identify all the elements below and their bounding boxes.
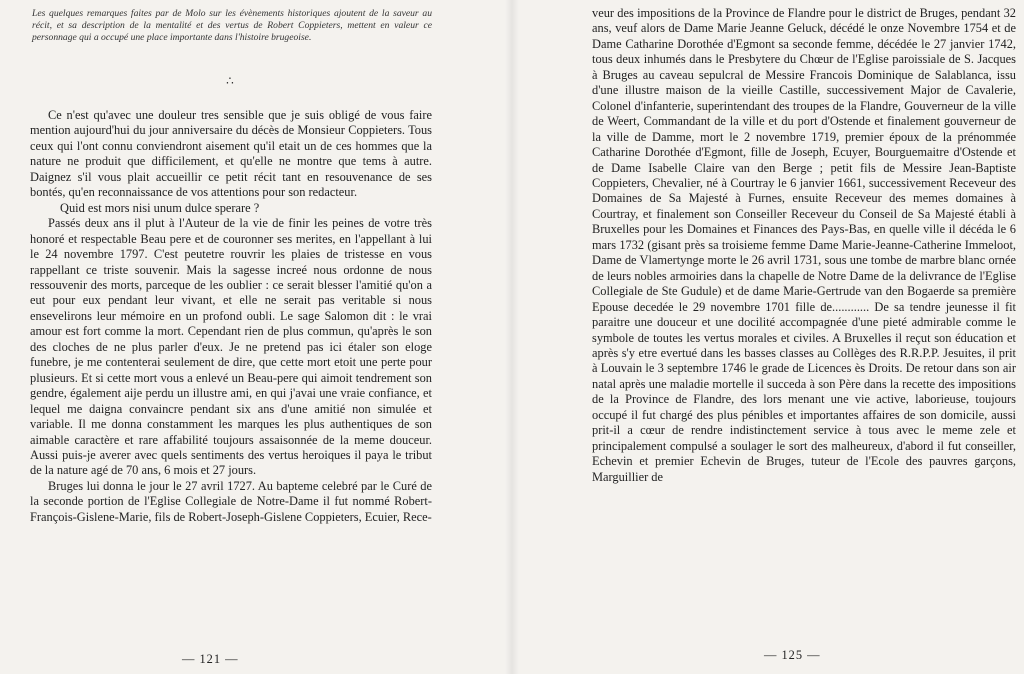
paragraph: Passés deux ans il plut à l'Auteur de la vie de finir les peines de votre très honoré et respectable Beau pere et de couronner ses merites, en l'appellant à lui le 24 novembre 1797. C'est peutetre rouvrir les plaies de tristesse en vous rappellant ce triste souvenir. Mais la sagesse increé nous ordonne de nous ressouvenir des morts, parceque de les oublier : ce serait blesser l'amitié qu'on a eut pour eux pendant leur vivant, et elle ne serait pas veritable si nous ensevelirons leur mémoire en un profond oubli. Le sage Salomon dit : le vrai amour est fort comme la mort. Cependant rien de plus commun, qu'après le son des cloches de ne plus parler d'eux. Je ne pretend pas ici étaler son eloge funebre, je me contenterai seulement de dire, que cette mort etoit une perte pour plusieurs. Et si cette mort vous a enlevé un Beau-pere qui aimoit tendrement son gendre, également aije perdu un illustre ami, en qui j'avai une vraie confiance, et lequel me daigna convaincre pendant six ans d'une amitié non simulée et variable. Il me donna constamment les marques les plus authentiques de son aimable caractère et rare affabilité toujours assaisonnée de la meme douceur. Aussi puis-je averer avec quels sentiments des vertus heroiques il paya le tribut de la nature agé de 70 ans, 6 mois et 27 jours. xyxy=(30,216,432,478)
latin-quote: Quid est mors nisi unum dulce sperare ? xyxy=(60,200,260,215)
right-body-text xyxy=(592,6,1016,485)
paragraph: veur des impositions de la Province de Flandre pour le district de Bruges, pendant 32 ans, veuf alors de Dame Marie Jeanne Geluck, décédé le onze Novembre 1754 et de Dame Catharine Dorothée d'Egmont sa seconde femme, décédée le 27 janvier 1742, tous deux inhumés dans le Presbytere du Chœur de l'Eglise paroissiale de S. Jacques à Bruges au caveau sepulcral de Messire Francois Dominique de Salablanca, issu d'une illustre maison de la vieille Castille, successivement Major de Cavalerie, Colonel d'infanterie, superintendant des troupes de la Flandre, Gouverneur de la ville de Weert, Commandant de la ville et du port d'Ostende et finalement gouverneur de la ville de Damme, mort le 2 novembre 1719, premier époux de la prénommée Catharine Dorothée d'Egmont, fille de Joseph, Ecuyer, Bourguemaitre d'Ostende et de Dame Isabelle Claire van den Berge ; petit fils de Messire Jean-Baptiste Coppieters, Chevalier, né à Courtray le 6 janvier 1661, successivement Receveur des Domaines de Sa Majesté à Furnes, ensuite Receveur des memes domaines à Courtray, et finalement son Conseiller Receveur du Conseil de Sa Majesté établi à Bruxelles pour les Domaines et Finances des Pays-Bas, en quelle ville il décéda le 6 mars 1732 (gisant près sa troisieme femme Dame Marie-Jeanne-Catherine Immeloot, Dame de Vlamertynge morte le 26 avril 1731, sous une tombe de marbre blanc ornée de leurs nobles armoiries dans la chapelle de Notre Dame de la delivrance de l'Eglise Collegiale de Ste Gudule) et de dame Marie-Gertrude van den Bogaerde sa première Epouse decedée le 29 novembre 1701 fille de............ De sa tendre jeunesse il fit paraitre une douceur et une docilité accompagnée d'une pieté admirable comme le symbole de toutes les vertus morales et civiles. A Bruxelles il reçut son éducation et après s'y etre evertué dans les basses classes au Collèges des R.R.P.P. Jesuites, il prit à Louvain le 3 septembre 1746 le grade de Licences ès Droits. De retour dans son air natal après une maladie mortelle il succeda à son Père dans la recette des impositions de la Province de Flandre, des lors menant une vie active, laborieuse, toujours occupé il fut chargé des plus pénibles et importantes affaires de son domicile, aussi prit-il a cœur de rendre indistinctement service à tous avec le meme zele et principalement compulsé a soulager le sort des malheureux, d'abord il fut conseiller, Echevin et premier Echevin de Bruges, tuteur de l'Ecole des pauvres garçons, Marguillier de xyxy=(592,6,1016,484)
paragraph: Ce n'est qu'avec une douleur tres sensible que je suis obligé de vous faire mention aujourd'hui du jour anniversaire du décès de Monsieur Coppieters. Tous ceux qui l'ont connu conviendront aisement qu'il etait un de ces hommes que la nature ne produit que difficilement, et qu'elle ne montre que tems à autre. Daignez s'il vous plait accueillir ce petit récit tant en resouvenance de ses bontés, qu'en reconnaissance de vos attentions pour son redacteur. xyxy=(30,108,432,200)
intro-note: Les quelques remarques faites par de Molo sur les évènements historiques ajoutent de la saveur au récit, et sa description de la mentalité et des vertus de Robert Coppieters, mettent en valeur ce personnage qui a occupé une place importante dans l'histoire brugeoise. xyxy=(32,8,432,43)
paragraph: Bruges lui donna le jour le 27 avril 1727. Au bapteme celebré par le Curé de la seconde portion de l'Eglise Collegiale de Notre-Dame il fut nommé Robert-François-Gislene-Marie, fils de Robert-Joseph-Gislene Coppieters, Ecuier, Rece- xyxy=(30,478,432,524)
page-number-left: — 121 — xyxy=(182,652,239,666)
section-separator: ∴ xyxy=(226,74,234,88)
right-page xyxy=(512,0,1024,674)
left-body-text xyxy=(30,108,432,525)
page-number-right: — 125 — xyxy=(764,648,821,662)
